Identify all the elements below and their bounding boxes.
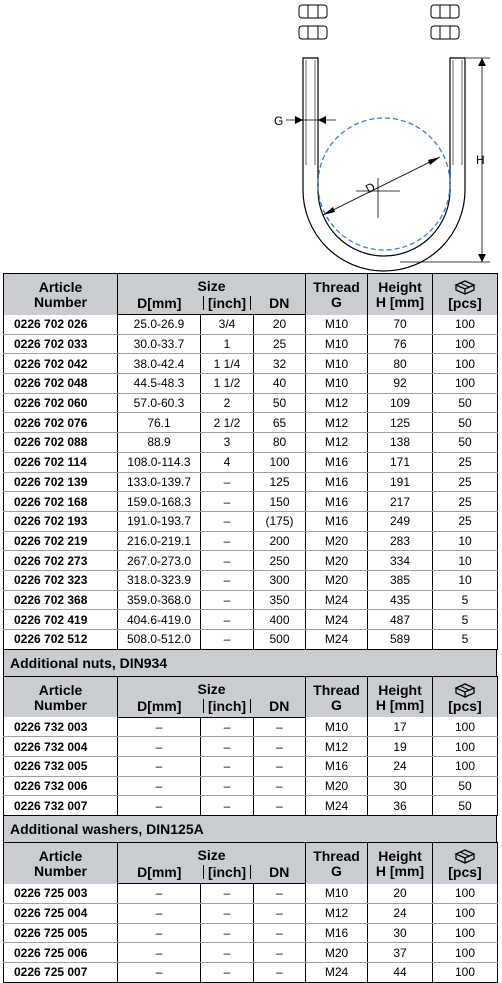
cell-article-number: 0226 702 512 <box>4 630 118 650</box>
nut-top-left <box>299 5 327 39</box>
cell-pcs: 100 <box>433 315 498 335</box>
cell-inch: 3 <box>201 433 254 453</box>
cell-thread: M10 <box>306 334 368 354</box>
cell-article-number: 0226 702 273 <box>4 551 118 571</box>
cell-d-mm: 133.0-139.7 <box>118 472 201 492</box>
label-d: D <box>363 179 378 197</box>
cell-thread: M16 <box>306 511 368 531</box>
table-row <box>4 334 498 354</box>
cell-d-mm: 508.0-512.0 <box>118 630 201 650</box>
cell-thread: M20 <box>306 531 368 551</box>
cell-height: 138 <box>368 433 433 453</box>
washers-table <box>3 842 498 982</box>
cell-pcs: 100 <box>433 374 498 394</box>
col-article: Article Number <box>4 676 118 717</box>
cell-inch: – <box>201 511 254 531</box>
col-size: Size <box>118 676 306 697</box>
table-row <box>4 884 498 904</box>
table-row <box>4 433 498 453</box>
col-inch: [inch] <box>201 863 254 884</box>
cell-height: 36 <box>368 796 433 816</box>
col-height: Height H [mm] <box>368 274 433 315</box>
cell-height: 17 <box>368 717 433 737</box>
col-article: Article Number <box>4 274 118 315</box>
cell-pcs: 100 <box>433 943 498 963</box>
cell-dn: – <box>254 943 306 963</box>
box-stack-icon <box>454 682 476 698</box>
cell-thread: M10 <box>306 717 368 737</box>
cell-inch: – <box>201 531 254 551</box>
cell-d-mm: 44.5-48.3 <box>118 374 201 394</box>
cell-thread: M12 <box>306 903 368 923</box>
cell-thread: M16 <box>306 923 368 943</box>
cell-dn: 200 <box>254 531 306 551</box>
cell-height: 80 <box>368 354 433 374</box>
cell-inch: – <box>201 551 254 571</box>
table-row <box>4 472 498 492</box>
cell-inch: 2 <box>201 393 254 413</box>
diameter-line <box>323 157 440 215</box>
section-washers: Additional washers, DIN125A <box>3 816 497 842</box>
u-bolt-rows <box>4 315 498 650</box>
diameter-arrow-a <box>323 207 335 215</box>
cell-dn: 32 <box>254 354 306 374</box>
cell-pcs: 5 <box>433 630 498 650</box>
cell-inch: 4 <box>201 452 254 472</box>
col-thread: Thread G <box>306 274 368 315</box>
cell-inch: – <box>201 884 254 904</box>
col-inch: [inch] <box>201 294 254 315</box>
table-row <box>4 551 498 571</box>
cell-height: 24 <box>368 757 433 777</box>
cell-d-mm: 318.0-323.9 <box>118 570 201 590</box>
cell-height: 37 <box>368 943 433 963</box>
cell-inch: – <box>201 610 254 630</box>
nuts-rows <box>4 717 498 815</box>
cell-thread: M10 <box>306 374 368 394</box>
u-bolt-outline <box>303 58 465 271</box>
cell-height: 283 <box>368 531 433 551</box>
nuts-table <box>3 676 498 816</box>
product-tables <box>3 273 497 983</box>
cell-thread: M20 <box>306 570 368 590</box>
g-arrow-a <box>295 116 303 124</box>
cell-article-number: 0226 725 007 <box>4 962 118 982</box>
cell-dn: – <box>254 796 306 816</box>
cell-inch: – <box>201 717 254 737</box>
cell-pcs: 100 <box>433 354 498 374</box>
cell-thread: M24 <box>306 590 368 610</box>
cell-height: 44 <box>368 962 433 982</box>
cell-d-mm: – <box>118 923 201 943</box>
cell-pcs: 25 <box>433 472 498 492</box>
table-row <box>4 452 498 472</box>
table-row <box>4 374 498 394</box>
cell-dn: 40 <box>254 374 306 394</box>
table-row <box>4 923 498 943</box>
cell-pcs: 50 <box>433 413 498 433</box>
cell-thread: M12 <box>306 433 368 453</box>
cell-dn: – <box>254 776 306 796</box>
cell-inch: 3/4 <box>201 315 254 335</box>
cell-d-mm: – <box>118 737 201 757</box>
cell-article-number: 0226 702 114 <box>4 452 118 472</box>
cell-inch: – <box>201 943 254 963</box>
label-h: H <box>476 153 485 167</box>
cell-d-mm: – <box>118 884 201 904</box>
cell-d-mm: 191.0-193.7 <box>118 511 201 531</box>
cell-thread: M16 <box>306 757 368 777</box>
cell-height: 30 <box>368 923 433 943</box>
cell-thread: M10 <box>306 315 368 335</box>
col-pcs: [pcs] <box>433 676 498 717</box>
cell-pcs: 5 <box>433 590 498 610</box>
cell-d-mm: 267.0-273.0 <box>118 551 201 571</box>
cell-article-number: 0226 702 193 <box>4 511 118 531</box>
cell-d-mm: – <box>118 776 201 796</box>
cell-article-number: 0226 732 003 <box>4 717 118 737</box>
cell-d-mm: 88.9 <box>118 433 201 453</box>
col-height: Height H [mm] <box>368 676 433 717</box>
cell-height: 19 <box>368 737 433 757</box>
cell-dn: 50 <box>254 393 306 413</box>
cell-d-mm: – <box>118 943 201 963</box>
cell-dn: – <box>254 923 306 943</box>
cell-inch: 1 <box>201 334 254 354</box>
cell-height: 20 <box>368 884 433 904</box>
cell-thread: M20 <box>306 776 368 796</box>
cell-dn: 400 <box>254 610 306 630</box>
g-arrow-b <box>318 116 326 124</box>
col-pcs: [pcs] <box>433 843 498 884</box>
cell-height: 191 <box>368 472 433 492</box>
cell-d-mm: 108.0-114.3 <box>118 452 201 472</box>
cell-inch: 2 1/2 <box>201 413 254 433</box>
cell-pcs: 5 <box>433 610 498 630</box>
cell-thread: M20 <box>306 943 368 963</box>
table-row <box>4 393 498 413</box>
cell-height: 109 <box>368 393 433 413</box>
cell-pcs: 100 <box>433 757 498 777</box>
col-inch: [inch] <box>201 697 254 718</box>
cell-dn: 300 <box>254 570 306 590</box>
cell-height: 249 <box>368 511 433 531</box>
cell-inch: – <box>201 757 254 777</box>
cell-pcs: 25 <box>433 452 498 472</box>
cell-dn: – <box>254 717 306 737</box>
cell-d-mm: 216.0-219.1 <box>118 531 201 551</box>
cell-article-number: 0226 702 219 <box>4 531 118 551</box>
section-nuts: Additional nuts, DIN934 <box>3 650 497 676</box>
cell-thread: M24 <box>306 962 368 982</box>
cell-article-number: 0226 725 005 <box>4 923 118 943</box>
label-g: G <box>274 114 284 128</box>
table-row <box>4 717 498 737</box>
table-row <box>4 610 498 630</box>
cell-d-mm: 30.0-33.7 <box>118 334 201 354</box>
cell-article-number: 0226 702 168 <box>4 492 118 512</box>
cell-pcs: 100 <box>433 962 498 982</box>
cell-thread: M16 <box>306 492 368 512</box>
cell-article-number: 0226 725 003 <box>4 884 118 904</box>
col-size: Size <box>118 274 306 295</box>
col-dn: DN <box>254 697 306 718</box>
cell-article-number: 0226 702 419 <box>4 610 118 630</box>
cell-dn: – <box>254 757 306 777</box>
cell-pcs: 10 <box>433 570 498 590</box>
cell-thread: M12 <box>306 393 368 413</box>
table-row <box>4 413 498 433</box>
cell-article-number: 0226 702 033 <box>4 334 118 354</box>
cell-article-number: 0226 702 026 <box>4 315 118 335</box>
cell-pcs: 50 <box>433 776 498 796</box>
cell-pcs: 100 <box>433 923 498 943</box>
table-row <box>4 757 498 777</box>
cell-pcs: 100 <box>433 334 498 354</box>
cell-height: 435 <box>368 590 433 610</box>
cell-article-number: 0226 732 006 <box>4 776 118 796</box>
cell-dn: 125 <box>254 472 306 492</box>
cell-thread: M16 <box>306 472 368 492</box>
cell-inch: – <box>201 570 254 590</box>
cell-inch: – <box>201 776 254 796</box>
cell-pcs: 25 <box>433 511 498 531</box>
cell-article-number: 0226 702 042 <box>4 354 118 374</box>
col-d-mm: D[mm] <box>118 863 201 884</box>
cell-thread: M12 <box>306 737 368 757</box>
cell-height: 76 <box>368 334 433 354</box>
cell-inch: 1 1/4 <box>201 354 254 374</box>
table-row <box>4 570 498 590</box>
cell-article-number: 0226 702 323 <box>4 570 118 590</box>
cell-article-number: 0226 702 368 <box>4 590 118 610</box>
cell-height: 70 <box>368 315 433 335</box>
col-thread: Thread G <box>306 843 368 884</box>
cell-d-mm: 25.0-26.9 <box>118 315 201 335</box>
u-bolt-table <box>3 273 498 650</box>
cell-thread: M10 <box>306 884 368 904</box>
cell-dn: 250 <box>254 551 306 571</box>
col-d-mm: D[mm] <box>118 697 201 718</box>
cell-inch: – <box>201 630 254 650</box>
cell-dn: 150 <box>254 492 306 512</box>
table-row <box>4 962 498 982</box>
cell-pcs: 10 <box>433 551 498 571</box>
cell-dn: 80 <box>254 433 306 453</box>
cell-height: 385 <box>368 570 433 590</box>
col-thread: Thread G <box>306 676 368 717</box>
box-stack-icon <box>454 848 476 864</box>
cell-dn: (175) <box>254 511 306 531</box>
cell-pcs: 50 <box>433 393 498 413</box>
cell-height: 487 <box>368 610 433 630</box>
cell-thread: M24 <box>306 610 368 630</box>
cell-d-mm: 38.0-42.4 <box>118 354 201 374</box>
cell-article-number: 0226 702 076 <box>4 413 118 433</box>
cell-height: 171 <box>368 452 433 472</box>
cell-inch: 1 1/2 <box>201 374 254 394</box>
table-row <box>4 737 498 757</box>
col-height: Height H [mm] <box>368 843 433 884</box>
table-row <box>4 796 498 816</box>
col-size: Size <box>118 843 306 864</box>
cell-pcs: 50 <box>433 433 498 453</box>
cell-d-mm: – <box>118 757 201 777</box>
cell-pcs: 100 <box>433 884 498 904</box>
cell-article-number: 0226 725 004 <box>4 903 118 923</box>
cell-inch: – <box>201 590 254 610</box>
cell-inch: – <box>201 923 254 943</box>
cell-height: 125 <box>368 413 433 433</box>
table-row <box>4 630 498 650</box>
cell-dn: 500 <box>254 630 306 650</box>
cell-dn: 65 <box>254 413 306 433</box>
cell-pcs: 50 <box>433 796 498 816</box>
cell-inch: – <box>201 472 254 492</box>
cell-d-mm: 359.0-368.0 <box>118 590 201 610</box>
cell-dn: 100 <box>254 452 306 472</box>
table-row <box>4 354 498 374</box>
col-dn: DN <box>254 294 306 315</box>
cell-pcs: 100 <box>433 717 498 737</box>
table-row <box>4 511 498 531</box>
col-dn: DN <box>254 863 306 884</box>
table-row <box>4 531 498 551</box>
h-arrow-top <box>478 58 486 66</box>
col-article: Article Number <box>4 843 118 884</box>
box-stack-icon <box>454 279 476 295</box>
table-row <box>4 943 498 963</box>
col-pcs: [pcs] <box>433 274 498 315</box>
cell-inch: – <box>201 903 254 923</box>
cell-article-number: 0226 702 048 <box>4 374 118 394</box>
cell-dn: – <box>254 962 306 982</box>
cell-dn: – <box>254 903 306 923</box>
cell-article-number: 0226 732 005 <box>4 757 118 777</box>
cell-thread: M16 <box>306 452 368 472</box>
col-d-mm: D[mm] <box>118 294 201 315</box>
cell-d-mm: 404.6-419.0 <box>118 610 201 630</box>
cell-dn: 25 <box>254 334 306 354</box>
table-row <box>4 903 498 923</box>
cell-dn: – <box>254 737 306 757</box>
cell-d-mm: – <box>118 962 201 982</box>
cell-height: 217 <box>368 492 433 512</box>
h-arrow-bottom <box>478 254 486 262</box>
table-row <box>4 492 498 512</box>
cell-pcs: 100 <box>433 903 498 923</box>
nut-top-right <box>431 5 459 39</box>
cell-height: 334 <box>368 551 433 571</box>
cell-height: 92 <box>368 374 433 394</box>
cell-height: 589 <box>368 630 433 650</box>
pipe-circle <box>318 118 450 250</box>
cell-d-mm: – <box>118 903 201 923</box>
cell-article-number: 0226 702 139 <box>4 472 118 492</box>
washers-rows <box>4 884 498 982</box>
cell-thread: M24 <box>306 630 368 650</box>
cell-inch: – <box>201 796 254 816</box>
cell-thread: M12 <box>306 413 368 433</box>
table-row <box>4 590 498 610</box>
cell-dn: – <box>254 884 306 904</box>
u-bolt-drawing <box>0 0 502 272</box>
cell-thread: M20 <box>306 551 368 571</box>
table-row <box>4 315 498 335</box>
cell-pcs: 100 <box>433 737 498 757</box>
table-row <box>4 776 498 796</box>
diameter-arrow-b <box>428 157 440 165</box>
cell-article-number: 0226 702 060 <box>4 393 118 413</box>
cell-inch: – <box>201 962 254 982</box>
cell-d-mm: 76.1 <box>118 413 201 433</box>
cell-d-mm: 57.0-60.3 <box>118 393 201 413</box>
cell-inch: – <box>201 492 254 512</box>
cell-article-number: 0226 732 007 <box>4 796 118 816</box>
cell-d-mm: – <box>118 717 201 737</box>
cell-height: 24 <box>368 903 433 923</box>
cell-article-number: 0226 702 088 <box>4 433 118 453</box>
cell-inch: – <box>201 737 254 757</box>
cell-d-mm: 159.0-168.3 <box>118 492 201 512</box>
cell-d-mm: – <box>118 796 201 816</box>
cell-height: 30 <box>368 776 433 796</box>
cell-article-number: 0226 725 006 <box>4 943 118 963</box>
cell-dn: 350 <box>254 590 306 610</box>
cell-thread: M10 <box>306 354 368 374</box>
cell-article-number: 0226 732 004 <box>4 737 118 757</box>
cell-thread: M24 <box>306 796 368 816</box>
cell-pcs: 25 <box>433 492 498 512</box>
cell-dn: 20 <box>254 315 306 335</box>
cell-pcs: 10 <box>433 531 498 551</box>
